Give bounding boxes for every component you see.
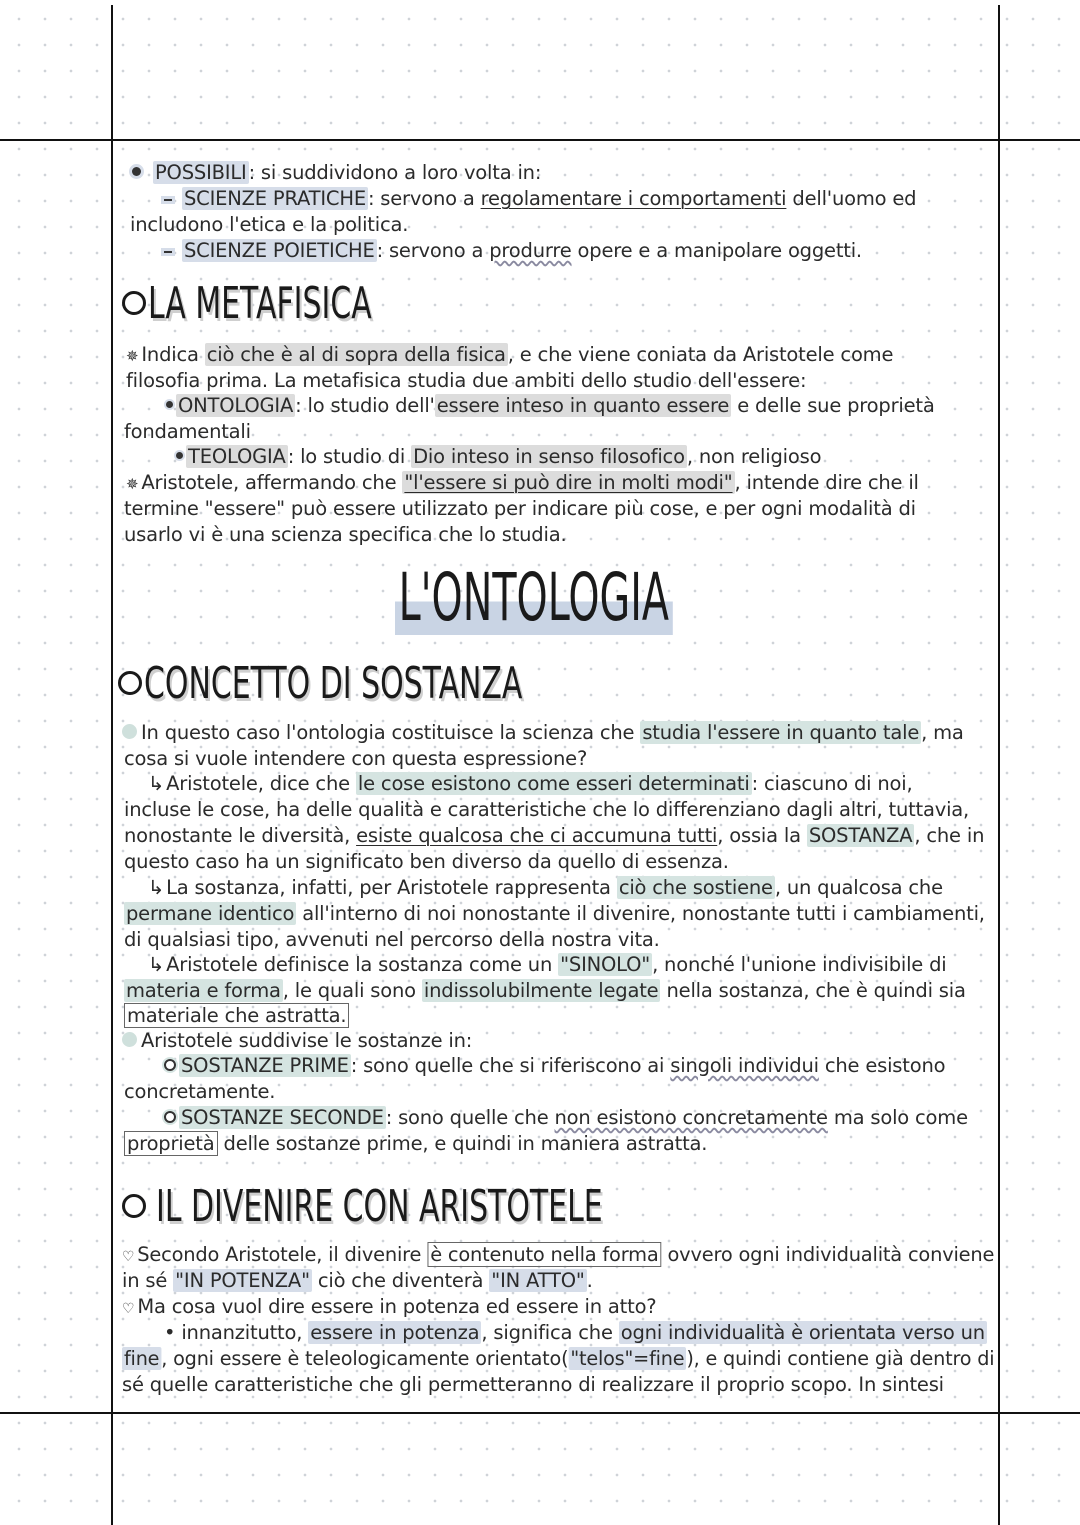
- possibili-label: POSSIBILI: [155, 161, 247, 184]
- metafisica-line-2: filosofia prima. La metafisica studia due ambiti dello studio dell'essere:: [126, 369, 807, 392]
- footer-line: [0, 1412, 1080, 1414]
- arrow-icon: ↳: [148, 953, 165, 976]
- divenire-line-2: in sé "IN POTENZA" ciò che diventerà "IN ATTO" .: [122, 1269, 593, 1292]
- heading-divenire: IL DIVENIRE CON ARISTOTELE: [122, 1181, 813, 1233]
- aristotele-line-3: usarlo vi è una scienza specifica che lo studia.: [124, 523, 567, 546]
- dash-icon: [164, 251, 172, 253]
- ontologia-item-2: fondamentali: [124, 420, 251, 443]
- possibili-line: POSSIBILI : si suddividono a loro volta in:: [132, 160, 541, 186]
- title-ontologia: L'ONTOLOGIA: [395, 561, 858, 635]
- sostanze-prime-item: SOSTANZE PRIME : sono quelle che si riferiscono ai singoli individui che esistono: [164, 1053, 945, 1079]
- sostanza-line-8: permane identico all'interno di noi nonostante il divenire, nonostante tutti i cambiamenti,: [126, 902, 985, 925]
- dash-icon: [164, 199, 172, 201]
- poietiche-label: SCIENZE POIETICHE: [184, 239, 375, 262]
- divenire-line-3: ♡ Ma cosa vuol dire essere in potenza ed essere in atto?: [122, 1295, 657, 1318]
- ring-bullet-icon: [164, 1111, 176, 1123]
- sostanze-seconde-item-2: proprietà delle sostanze prime, e quindi in maniera astratta.: [124, 1131, 707, 1157]
- bullet-dot-icon: [132, 167, 141, 176]
- heading-sostanza: CONCETTO DI SOSTANZA: [118, 658, 700, 710]
- circle-bullet-icon: [122, 291, 146, 315]
- margin-line-left: [111, 5, 113, 1525]
- heading-metafisica: LA METAFISICA: [122, 278, 477, 330]
- sostanza-line-9: di qualsiasi tipo, avvenuti nel percorso della nostra vita.: [124, 928, 660, 951]
- star-icon: ✵: [126, 475, 139, 493]
- green-dot-icon: [122, 1032, 137, 1047]
- teologia-item: TEOLOGIA : lo studio di Dio inteso in senso filosofico , non religioso: [176, 444, 821, 470]
- sostanza-line-1: In questo caso l'ontologia costituisce la scienza che studia l'essere in quanto tale , ma: [122, 720, 964, 746]
- pratiche-label: SCIENZE PRATICHE: [184, 187, 366, 210]
- aristotele-line-2: termine "essere" può essere utilizzato per indicare più cose, e per ogni modalità di: [124, 497, 916, 520]
- sostanza-line-4: incluse le cose, ha delle qualità e caratteristiche che lo differenziano dagli altri, tuttavia,: [124, 798, 970, 821]
- circle-bullet-icon: [122, 1194, 146, 1218]
- margin-line-right: [998, 5, 1000, 1525]
- bullet-dot-icon: [176, 452, 183, 459]
- pratiche-line: SCIENZE PRATICHE : servono a regolamentare i comportamenti dell'uomo ed: [160, 186, 916, 212]
- sostanza-line-7: ↳ La sostanza, infatti, per Aristotele rappresenta ciò che sostiene , un qualcosa che: [148, 876, 943, 899]
- pratiche-line-2: includono l'etica e la politica.: [130, 213, 409, 236]
- sostanza-line-6: questo caso ha un significato ben diverso da quello di essenza.: [124, 850, 729, 873]
- arrow-icon: ↳: [148, 772, 165, 795]
- sostanze-prime-item-2: concretamente.: [124, 1080, 276, 1103]
- ontologia-item: ONTOLOGIA : lo studio dell' essere inteso in quanto essere e delle sue proprietà: [166, 393, 935, 419]
- bullet-icon: •: [164, 1321, 182, 1344]
- header-line: [0, 139, 1080, 141]
- sostanza-line-12: materiale che astratta.: [124, 1003, 349, 1029]
- heart-icon: ♡: [122, 1249, 135, 1265]
- green-dot-icon: [122, 724, 137, 739]
- ring-bullet-icon: [164, 1059, 176, 1071]
- divenire-line-6: sé quelle caratteristiche che gli permetteranno di realizzare il proprio scopo. In sintesi: [122, 1373, 944, 1396]
- heart-icon: ♡: [122, 1301, 135, 1317]
- circle-bullet-icon: [118, 671, 142, 695]
- metafisica-line-1: ✵ Indica ciò che è al di sopra della fisica , e che viene coniata da Aristotele come: [126, 343, 894, 366]
- sostanza-line-2: cosa si vuole intendere con questa espressione?: [124, 747, 588, 770]
- bullet-dot-icon: [166, 401, 173, 408]
- sostanza-line-11: materia e forma , le quali sono indissolubilmente legate nella sostanza, che è quindi sia: [126, 979, 966, 1002]
- divenire-line-1: ♡ Secondo Aristotele, il divenire è contenuto nella forma ovvero ogni individualità conviene: [122, 1243, 995, 1266]
- poietiche-line: SCIENZE POIETICHE : servono a produrre opere e a manipolare oggetti.: [160, 238, 862, 264]
- divenire-line-5: fine , ogni essere è teleologicamente orientato( "telos"=fine ), e quindi contiene già dentro di: [123, 1347, 995, 1370]
- sostanza-line-3: ↳ Aristotele, dice che le cose esistono come esseri determinati : ciascuno di noi,: [148, 772, 913, 795]
- sostanza-line-5: nonostante le diversità, esiste qualcosa che ci accumuna tutti, ossia la SOSTANZA , che in: [124, 824, 985, 847]
- star-icon: ✵: [126, 347, 139, 365]
- divenire-line-4: • innanzitutto, essere in potenza , significa che ogni individualità è orientata verso un: [164, 1321, 985, 1344]
- aristotele-line-1: ✵ Aristotele, affermando che "l'essere si può dire in molti modi" , intende dire che il: [126, 471, 919, 494]
- sostanza-line-10: ↳ Aristotele definisce la sostanza come un "SINOLO" , nonché l'unione indivisibile di: [148, 953, 947, 976]
- arrow-icon: ↳: [148, 876, 165, 899]
- sostanze-seconde-item: SOSTANZE SECONDE : sono quelle che non esistono concretamente ma solo come: [164, 1105, 968, 1131]
- sostanza-line-13: Aristotele suddivise le sostanze in:: [122, 1028, 472, 1054]
